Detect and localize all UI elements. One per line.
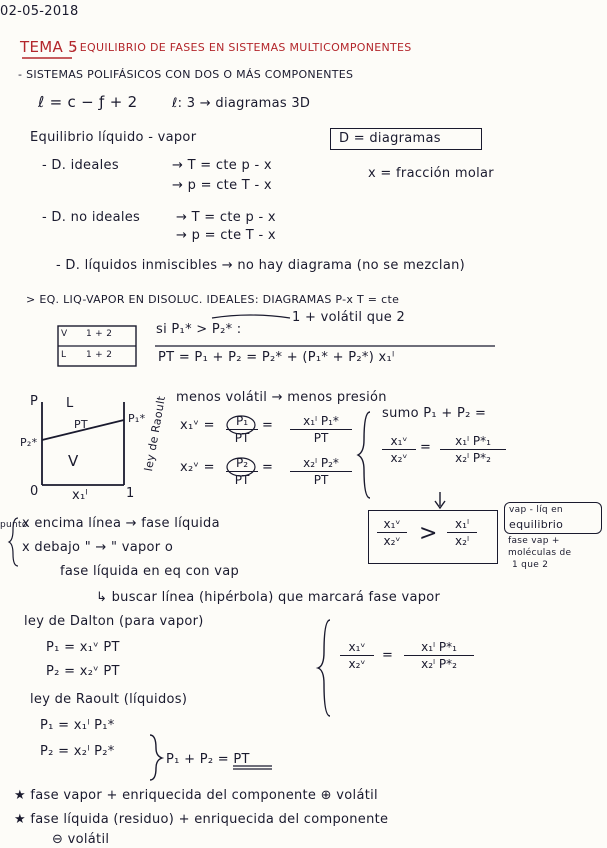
no-ideales-row2: → p = cte T - x xyxy=(176,228,276,243)
mini-bottom: 1 + 2 xyxy=(86,350,113,360)
conclusion-3: ⊖ volátil xyxy=(52,832,110,847)
x2v-frac1: P₂ PT xyxy=(226,456,258,487)
d-box xyxy=(330,128,482,150)
tema-label: TEMA 5 xyxy=(20,38,78,56)
inmiscibles: - D. líquidos inmiscibles → no hay diagrama (no se mezclan) xyxy=(56,258,466,273)
raoult-r1: P₁ = x₁ˡ P₁* xyxy=(40,718,115,733)
eq-note2: equilibrio xyxy=(509,518,564,531)
label-pt: PT xyxy=(74,418,88,431)
raoult-title: ley de Raoult (líquidos) xyxy=(30,692,188,707)
label-p2: P₂* xyxy=(20,436,38,449)
no-ideales-label: - D. no ideales xyxy=(42,210,141,225)
raoult-r2: P₂ = x₂ˡ P₂* xyxy=(40,744,115,759)
punto-label: punto xyxy=(0,520,28,530)
menos-volatil: menos volátil → menos presión xyxy=(176,390,387,405)
eq-note-box xyxy=(504,502,602,534)
phase-rule: ℓ = c − ƒ + 2 xyxy=(38,93,138,111)
phase-rule-note: ℓ: 3 → diagramas 3D xyxy=(172,96,311,111)
no-ideales-row1: → T = cte p - x xyxy=(176,210,276,225)
x1v-frac1: P₁ PT xyxy=(226,414,258,445)
dalton-frac1: x₁ᵛ x₂ᵛ xyxy=(340,640,374,671)
ratio-frac2: x₁ˡ P*₁ x₂ˡ P*₂ xyxy=(440,434,506,465)
date: 02-05-2018 xyxy=(0,4,79,19)
raoult-side: ley de Raoult xyxy=(142,394,169,473)
eq-note5: 1 que 2 xyxy=(512,560,549,570)
x1v-lhs: x₁ᵛ = xyxy=(180,418,215,433)
region-l: L xyxy=(66,396,74,411)
x-axis-label: x₁ˡ xyxy=(72,488,88,503)
ineq-frac2: x₁ˡ x₂ˡ xyxy=(447,517,477,548)
pt-equation: PT = P₁ + P₂ = P₂* + (P₁* + P₂*) x₁ˡ xyxy=(158,350,395,365)
punto-line4: ↳ buscar línea (hipérbola) que marcará fase vapor xyxy=(96,590,441,605)
d-box-text: D = diagramas xyxy=(339,131,441,146)
ineq-frac1: x₁ᵛ x₂ᵛ xyxy=(377,517,407,548)
region-v: V xyxy=(68,452,79,470)
mini-l: L xyxy=(61,350,67,360)
volatil-note: 1 + volátil que 2 xyxy=(292,310,406,325)
origin: 0 xyxy=(30,484,39,499)
tema-title: : EQUILIBRIO DE FASES EN SISTEMAS MULTICOMPONENTES xyxy=(72,41,412,54)
dalton-frac2: x₁ˡ P*₁ x₂ˡ P*₂ xyxy=(404,640,474,671)
dalton-p2: P₂ = x₂ᵛ PT xyxy=(46,664,120,679)
sumo: sumo P₁ + P₂ = xyxy=(382,406,487,421)
mini-v: V xyxy=(61,329,68,339)
x2v-lhs: x₂ᵛ = xyxy=(180,460,215,475)
mini-top: 1 + 2 xyxy=(86,329,113,339)
ideales-label: - D. ideales xyxy=(42,158,119,173)
punto-line2: x debajo " → " vapor o xyxy=(22,540,174,555)
eq-note3: fase vap + xyxy=(508,536,560,546)
x-note: x = fracción molar xyxy=(368,166,494,181)
conclusion-1: ★ fase vapor + enriquecida del componente ⊕ volátil xyxy=(14,788,378,803)
inequality-box xyxy=(368,510,498,564)
x-end: 1 xyxy=(126,486,135,501)
notebook-page: 02-05-2018 TEMA 5 : EQUILIBRIO DE FASES EN SISTEMAS MULTICOMPONENTES - SISTEMAS POLIFÁSICOS CON DOS O MÁS COMPONENTES ℓ = c − ƒ + 2 ℓ: 3 → diagramas 3D Equilibrio líquido - vapor D = diagramas - D. ideales → T = cte p - x → p = cte T - x x = fracción molar - D. no ideales → T = cte p - x → p = cte T - x - D. líquidos inmiscibles → no hay diagrama (no se mezclan) > EQ. LIQ-VAPOR EN DISOLUC. IDEALES: DIAGRAMAS P-x T = cte V 1 + 2 L 1 + 2 si P₁* > P₂* : 1 + volátil que 2 PT = P₁ + P₂ = P₂* + (P₁* + P₂*) x₁ˡ P L PT P₁* P₂* V 0 1 x₁ˡ ley de Raoult menos volátil → menos presión x₁ᵛ = P₁ PT = x₁ˡ P₁* PT x₂ᵛ = P₂ PT = x₂ˡ P₂* PT sumo P₁ + P₂ = x₁ᵛ x₂ᵛ = x₁ˡ P*₁ x₂ˡ P*₂ punto x encima línea → fase líquida x debajo " → " vapor o fase líquida en eq con vap ↳ buscar línea (hipérbola) que marcará fase vapor x₁ᵛ x₂ᵛ > x₁ˡ x₂ˡ vap - líq en equilibrio fase vap + moléculas de 1 que 2 ley de Dalton (para vapor) P₁ = x₁ᵛ PT P₂ = x₂ᵛ PT ley de Raoult (líquidos) P₁ = x₁ˡ P₁* P₂ = x₂ˡ P₂* P₁ + P₂ = PT x₁ᵛ x₂ᵛ = x₁ˡ P*₁ x₂ˡ P*₂ ★ fase vapor + enriquecida del componente ⊕ volátil ★ fase líquida (residuo) + enriquecida del componente ⊖ volátil xyxy=(0,0,607,848)
axis-p: P xyxy=(30,394,39,409)
eq-ideal-title: > EQ. LIQ-VAPOR EN DISOLUC. IDEALES: DIAGRAMAS P-x T = cte xyxy=(26,293,400,306)
eq-note4: moléculas de xyxy=(508,548,572,558)
label-p1: P₁* xyxy=(128,412,146,425)
equilibrio-title: Equilibrio líquido - vapor xyxy=(30,130,197,145)
ideales-row1: → T = cte p - x xyxy=(172,158,272,173)
gt-sign: > xyxy=(419,521,438,546)
punto-line1: x encima línea → fase líquida xyxy=(22,516,220,531)
x1v-frac2: x₁ˡ P₁* PT xyxy=(290,414,352,445)
dalton-title: ley de Dalton (para vapor) xyxy=(24,614,204,629)
intro-line: - SISTEMAS POLIFÁSICOS CON DOS O MÁS COMPONENTES xyxy=(18,68,354,81)
dalton-p1: P₁ = x₁ᵛ PT xyxy=(46,640,120,655)
conclusion-2: ★ fase líquida (residuo) + enriquecida del componente xyxy=(14,812,389,827)
raoult-sum: P₁ + P₂ = PT xyxy=(166,752,250,767)
ideales-row2: → p = cte T - x xyxy=(172,178,272,193)
ratio-frac1: x₁ᵛ x₂ᵛ xyxy=(382,434,416,465)
si-condition: si P₁* > P₂* : xyxy=(156,322,242,337)
eq-note1: vap - líq en xyxy=(509,505,563,515)
punto-line3: fase líquida en eq con vap xyxy=(60,564,240,579)
x2v-frac2: x₂ˡ P₂* PT xyxy=(290,456,352,487)
